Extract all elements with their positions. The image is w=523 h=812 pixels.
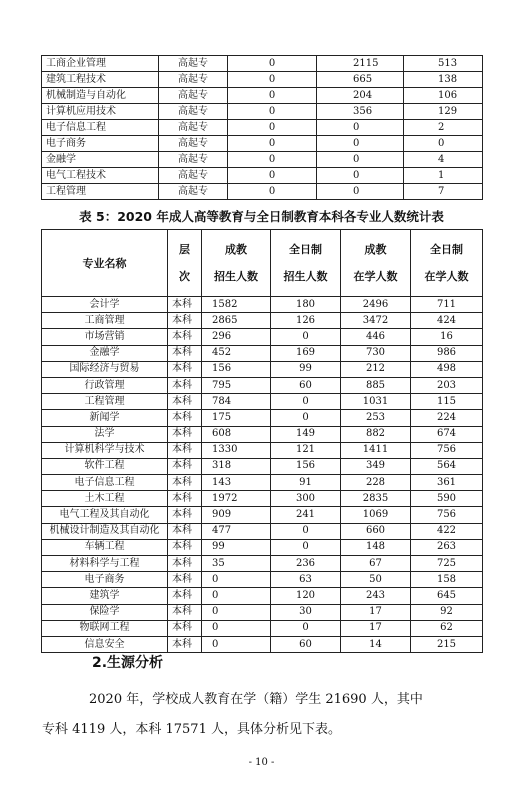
table-row — [42, 152, 483, 168]
table-cell: 300 — [271, 491, 341, 507]
table-cell: 143 — [202, 475, 271, 491]
table-cell: 795 — [202, 377, 271, 393]
table-cell: 行政管理 — [42, 377, 168, 393]
table-cell: 车辆工程 — [42, 539, 168, 555]
table-cell: 882 — [341, 426, 411, 442]
table-cell: 机械制造与自动化 — [42, 88, 159, 104]
table-cell: 建筑学 — [42, 588, 168, 604]
table-cell: 361 — [411, 475, 483, 491]
table-cell: 215 — [411, 636, 483, 652]
paragraph-line-1: 2020 年，学校成人教育在学（籍）学生 21690 人，其中 — [89, 692, 423, 707]
table-cell: 软件工程 — [42, 458, 168, 474]
table5-header — [42, 230, 483, 297]
table-row — [42, 620, 483, 636]
table-cell: 91 — [271, 475, 341, 491]
table-cell: 本科 — [168, 636, 202, 652]
table-cell: 0 — [228, 136, 317, 152]
table-cell: 121 — [271, 442, 341, 458]
table-cell: 国际经济与贸易 — [42, 361, 168, 377]
table-cell: 0 — [271, 394, 341, 410]
table-cell: 99 — [202, 539, 271, 555]
table-cell: 590 — [411, 491, 483, 507]
table-cell: 电子信息工程 — [42, 475, 168, 491]
table-cell: 224 — [411, 410, 483, 426]
table-cell: 784 — [202, 394, 271, 410]
table-cell: 92 — [411, 604, 483, 620]
table-cell: 0 — [271, 523, 341, 539]
table-cell: 本科 — [168, 523, 202, 539]
table-row — [42, 136, 483, 152]
table-cell: 0 — [228, 104, 317, 120]
table-cell: 高起专 — [159, 136, 228, 152]
table-cell: 本科 — [168, 620, 202, 636]
table-cell: 电子信息工程 — [42, 120, 159, 136]
table-cell: 711 — [411, 297, 483, 313]
table-cell: 2 — [404, 120, 483, 136]
table-cell: 本科 — [168, 572, 202, 588]
table-cell: 149 — [271, 426, 341, 442]
table-row — [42, 72, 483, 88]
table-cell: 高起专 — [159, 168, 228, 184]
table-cell: 608 — [202, 426, 271, 442]
table-cell: 0 — [202, 572, 271, 588]
table-cell: 高起专 — [159, 56, 228, 72]
table-cell: 1411 — [341, 442, 411, 458]
table5 — [41, 229, 483, 653]
table-cell: 169 — [271, 345, 341, 361]
table-cell: 660 — [341, 523, 411, 539]
table-cell: 243 — [341, 588, 411, 604]
table-cell: 99 — [271, 361, 341, 377]
table-row — [42, 120, 483, 136]
table-row — [42, 491, 483, 507]
table-cell: 新闻学 — [42, 410, 168, 426]
table-top-body — [42, 56, 483, 200]
table-cell: 计算机应用技术 — [42, 104, 159, 120]
table-cell: 高起专 — [159, 120, 228, 136]
table-row — [42, 523, 483, 539]
table-cell: 本科 — [168, 604, 202, 620]
table-row — [42, 361, 483, 377]
table-row — [42, 184, 483, 200]
table-cell: 148 — [341, 539, 411, 555]
table-cell: 17 — [341, 604, 411, 620]
table-cell: 本科 — [168, 539, 202, 555]
table-cell: 本科 — [168, 458, 202, 474]
table-row — [42, 572, 483, 588]
table-cell: 高起专 — [159, 152, 228, 168]
table-cell: 工程管理 — [42, 394, 168, 410]
table-cell: 本科 — [168, 329, 202, 345]
table-cell: 0 — [202, 620, 271, 636]
table-cell: 建筑工程技术 — [42, 72, 159, 88]
table-cell: 452 — [202, 345, 271, 361]
table-cell: 1330 — [202, 442, 271, 458]
table-cell: 35 — [202, 556, 271, 572]
table-cell: 0 — [202, 636, 271, 652]
table-cell: 158 — [411, 572, 483, 588]
table-cell: 175 — [202, 410, 271, 426]
table-cell: 885 — [341, 377, 411, 393]
table-cell: 0 — [271, 410, 341, 426]
table-row — [42, 475, 483, 491]
table-cell: 本科 — [168, 556, 202, 572]
table-cell: 0 — [228, 120, 317, 136]
table-cell: 645 — [411, 588, 483, 604]
table-row — [42, 507, 483, 523]
table-cell: 424 — [411, 313, 483, 329]
table-cell: 本科 — [168, 491, 202, 507]
table-cell: 16 — [411, 329, 483, 345]
header-ft-enroll: 全日制 招生人数 — [271, 230, 341, 297]
table-cell: 金融学 — [42, 345, 168, 361]
table-cell: 909 — [202, 507, 271, 523]
table-cell: 0 — [228, 184, 317, 200]
table-cell: 保险学 — [42, 604, 168, 620]
table-row — [42, 588, 483, 604]
table-cell: 756 — [411, 442, 483, 458]
table-cell: 本科 — [168, 361, 202, 377]
table-cell: 高起专 — [159, 72, 228, 88]
table-cell: 4 — [404, 152, 483, 168]
table-cell: 2496 — [341, 297, 411, 313]
table-cell: 高起专 — [159, 104, 228, 120]
header-ft-current: 全日制 在学人数 — [411, 230, 483, 297]
table-cell: 725 — [411, 556, 483, 572]
table-row — [42, 458, 483, 474]
table-cell: 0 — [202, 604, 271, 620]
table-cell: 236 — [271, 556, 341, 572]
table-cell: 材料科学与工程 — [42, 556, 168, 572]
table-cell: 63 — [271, 572, 341, 588]
table-cell: 本科 — [168, 313, 202, 329]
header-major: 专业名称 — [42, 230, 168, 297]
table-cell: 349 — [341, 458, 411, 474]
table-cell: 工商企业管理 — [42, 56, 159, 72]
table-row — [42, 394, 483, 410]
table-cell: 本科 — [168, 426, 202, 442]
table-cell: 本科 — [168, 345, 202, 361]
table-cell: 0 — [228, 56, 317, 72]
table-cell: 0 — [202, 588, 271, 604]
table-cell: 信息安全 — [42, 636, 168, 652]
table-cell: 0 — [228, 152, 317, 168]
table-row — [42, 297, 483, 313]
table-row — [42, 636, 483, 652]
table-cell: 50 — [341, 572, 411, 588]
table-cell: 工程管理 — [42, 184, 159, 200]
table-cell: 0 — [317, 184, 404, 200]
table-cell: 756 — [411, 507, 483, 523]
table-cell: 法学 — [42, 426, 168, 442]
table-cell: 1972 — [202, 491, 271, 507]
table-cell: 1069 — [341, 507, 411, 523]
table-cell: 564 — [411, 458, 483, 474]
table-cell: 0 — [228, 88, 317, 104]
table-cell: 665 — [317, 72, 404, 88]
table-row — [42, 56, 483, 72]
table-cell: 电子商务 — [42, 572, 168, 588]
table-cell: 本科 — [168, 442, 202, 458]
table-cell: 296 — [202, 329, 271, 345]
table5-body — [42, 297, 483, 653]
table-cell: 金融学 — [42, 152, 159, 168]
table-cell: 0 — [317, 152, 404, 168]
table-cell: 本科 — [168, 394, 202, 410]
table-top-continued — [41, 55, 483, 200]
table-cell: 318 — [202, 458, 271, 474]
header-adult-enroll: 成教 招生人数 — [202, 230, 271, 297]
table-cell: 物联网工程 — [42, 620, 168, 636]
table-cell: 62 — [411, 620, 483, 636]
table-cell: 203 — [411, 377, 483, 393]
table-cell: 241 — [271, 507, 341, 523]
table-cell: 土木工程 — [42, 491, 168, 507]
table-cell: 115 — [411, 394, 483, 410]
table-cell: 730 — [341, 345, 411, 361]
table-cell: 电子商务 — [42, 136, 159, 152]
table-row — [42, 88, 483, 104]
table5-caption: 表 5：2020 年成人高等教育与全日制教育本科各专业人数统计表 — [79, 209, 444, 224]
table-row — [42, 410, 483, 426]
section-heading: 2.生源分析 — [92, 655, 164, 671]
table-cell: 会计学 — [42, 297, 168, 313]
table-cell: 2115 — [317, 56, 404, 72]
table-cell: 0 — [317, 136, 404, 152]
table-cell: 本科 — [168, 507, 202, 523]
table-cell: 1 — [404, 168, 483, 184]
table-cell: 机械设计制造及其自动化 — [42, 523, 168, 539]
table-cell: 本科 — [168, 377, 202, 393]
table-cell: 本科 — [168, 588, 202, 604]
table-cell: 513 — [404, 56, 483, 72]
table-row — [42, 556, 483, 572]
table-cell: 高起专 — [159, 184, 228, 200]
table-cell: 356 — [317, 104, 404, 120]
table-cell: 180 — [271, 297, 341, 313]
paragraph-line-2: 专科 4119 人，本科 17571 人，具体分析见下表。 — [42, 722, 341, 737]
table-cell: 477 — [202, 523, 271, 539]
table-cell: 156 — [271, 458, 341, 474]
table-cell: 0 — [228, 72, 317, 88]
table-cell: 计算机科学与技术 — [42, 442, 168, 458]
table-cell: 228 — [341, 475, 411, 491]
table-cell: 60 — [271, 636, 341, 652]
table-cell: 电气工程技术 — [42, 168, 159, 184]
table-row — [42, 377, 483, 393]
table-cell: 138 — [404, 72, 483, 88]
table-cell: 60 — [271, 377, 341, 393]
table-row — [42, 604, 483, 620]
table-cell: 3472 — [341, 313, 411, 329]
table-cell: 986 — [411, 345, 483, 361]
table-cell: 1582 — [202, 297, 271, 313]
header-adult-current: 成教 在学人数 — [341, 230, 411, 297]
table-row — [42, 426, 483, 442]
table-cell: 1031 — [341, 394, 411, 410]
table-cell: 129 — [404, 104, 483, 120]
table-cell: 674 — [411, 426, 483, 442]
table-cell: 本科 — [168, 410, 202, 426]
table-cell: 电气工程及其自动化 — [42, 507, 168, 523]
table-cell: 156 — [202, 361, 271, 377]
header-level: 层 次 — [168, 230, 202, 297]
table-cell: 446 — [341, 329, 411, 345]
table-cell: 0 — [271, 620, 341, 636]
table-cell: 0 — [404, 136, 483, 152]
table-cell: 0 — [271, 329, 341, 345]
table-cell: 2865 — [202, 313, 271, 329]
table-cell: 263 — [411, 539, 483, 555]
table-cell: 工商管理 — [42, 313, 168, 329]
table-row — [42, 313, 483, 329]
table-cell: 7 — [404, 184, 483, 200]
page-number: - 10 - — [248, 757, 275, 768]
table-cell: 120 — [271, 588, 341, 604]
table-row — [42, 442, 483, 458]
table-cell: 市场营销 — [42, 329, 168, 345]
table-cell: 498 — [411, 361, 483, 377]
table-cell: 204 — [317, 88, 404, 104]
table-cell: 14 — [341, 636, 411, 652]
table-cell: 67 — [341, 556, 411, 572]
table-cell: 0 — [271, 539, 341, 555]
table-cell: 0 — [317, 168, 404, 184]
table-cell: 253 — [341, 410, 411, 426]
table-cell: 106 — [404, 88, 483, 104]
table-row — [42, 539, 483, 555]
table-cell: 422 — [411, 523, 483, 539]
table-cell: 212 — [341, 361, 411, 377]
table-cell: 126 — [271, 313, 341, 329]
table-row — [42, 345, 483, 361]
table-row — [42, 104, 483, 120]
table-cell: 30 — [271, 604, 341, 620]
table-row — [42, 168, 483, 184]
table-row — [42, 329, 483, 345]
table-cell: 0 — [317, 120, 404, 136]
table-cell: 本科 — [168, 475, 202, 491]
table-cell: 高起专 — [159, 88, 228, 104]
table-cell: 0 — [228, 168, 317, 184]
table-cell: 17 — [341, 620, 411, 636]
table-cell: 本科 — [168, 297, 202, 313]
table-cell: 2835 — [341, 491, 411, 507]
